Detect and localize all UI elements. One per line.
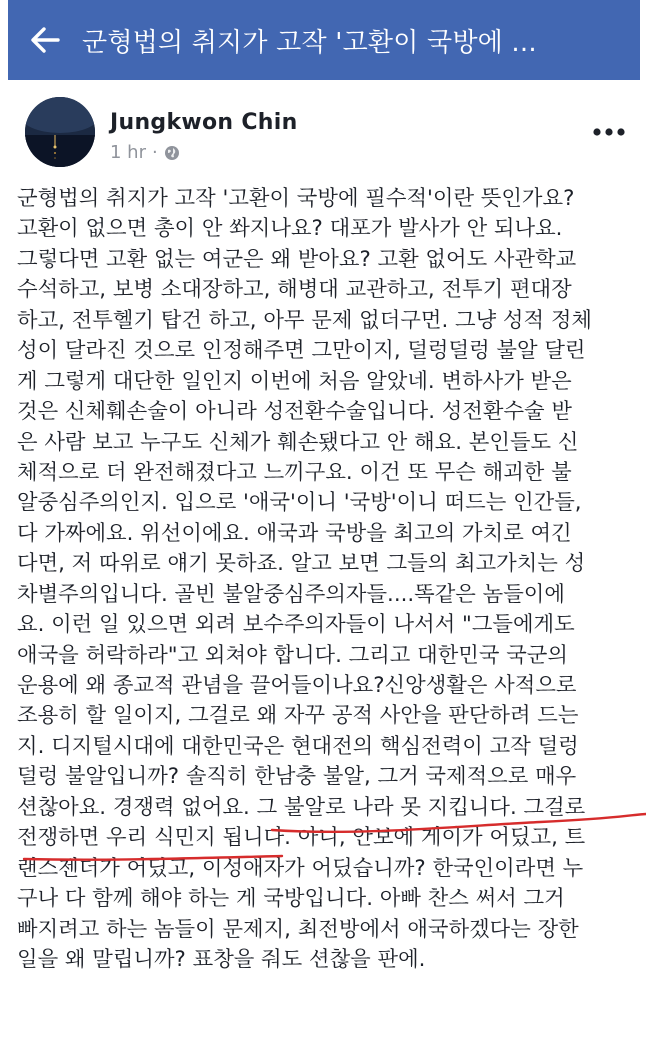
post-line: 고환이 없으면 총이 안 쏴지나요? 대포가 발사가 안 되나요. bbox=[17, 216, 563, 242]
post-card bbox=[8, 80, 640, 1053]
post-line: 은 사람 보고 누구도 신체가 훼손됐다고 안 해요. 본인들도 신 bbox=[17, 429, 579, 455]
post-meta bbox=[110, 142, 180, 163]
more-horizontal-icon bbox=[592, 125, 626, 139]
app-header bbox=[8, 0, 640, 80]
post-line: 운용에 왜 종교적 관념을 끌어들이나요?신앙생활은 사적으로 bbox=[17, 673, 577, 698]
post-line: 구나 다 함께 해야 하는 게 국방입니다. 아빠 찬스 써서 그거 bbox=[17, 886, 565, 912]
post-line: 조용히 할 일이지, 그걸로 왜 자꾸 공적 사안을 판단하려 드는 bbox=[17, 703, 579, 729]
post-line: 지. 디지털시대에 대한민국은 현대전의 핵심전력이 고작 덜렁 bbox=[17, 733, 579, 759]
post-body bbox=[17, 184, 635, 975]
post-line: 체적으로 더 완전해졌다고 느끼구요. 이건 또 무슨 해괴한 불 bbox=[17, 459, 572, 485]
globe-icon bbox=[164, 145, 180, 161]
post-line: 차별주의입니다. 골빈 불알중심주의자들....똑같은 놈들이에 bbox=[17, 581, 565, 607]
back-button[interactable] bbox=[8, 0, 82, 80]
post-line: 다 가짜에요. 위선이에요. 애국과 국방을 최고의 가치로 여긴 bbox=[17, 520, 572, 546]
post-line: 다면, 저 따위로 얘기 못하죠. 알고 보면 그들의 최고가치는 성 bbox=[17, 551, 586, 577]
post-line: 랜스젠더가 어딨고, 이성애자가 어딨습니까? 한국인이라면 누 bbox=[17, 855, 584, 881]
post-line: 빠지려고 하는 놈들이 문제지, 최전방에서 애국하겠다는 장한 bbox=[17, 916, 579, 942]
post-line: 알중심주의인지. 입으로 '애국'이니 '국방'이니 떠드는 인간들, bbox=[17, 490, 582, 516]
post-line: 전쟁하면 우리 식민지 됩니다. 아니, 안보에 게이가 어딨고, 트 bbox=[17, 825, 586, 851]
avatar[interactable] bbox=[25, 97, 95, 167]
arrow-left-icon bbox=[30, 27, 60, 53]
post-line: 일을 왜 말립니까? 표창을 줘도 션찮을 판에. bbox=[17, 946, 426, 972]
post-line: 수석하고, 보병 소대장하고, 해병대 교관하고, 전투기 편대장 bbox=[17, 277, 572, 303]
author-name[interactable]: Jungkwon Chin bbox=[110, 110, 298, 135]
post-line: 것은 신체훼손술이 아니라 성전환수술입니다. 성전환수술 받 bbox=[17, 399, 572, 425]
post-line: 군형법의 취지가 고작 '고환이 국방에 필수적'이란 뜻인가요? bbox=[17, 186, 575, 211]
post-line: 덜렁 불알입니까? 솔직히 한남충 불알, 그거 국제적으로 매우 bbox=[17, 764, 577, 790]
post-line: 게 그렇게 대단한 일인지 이번에 처음 알았네. 변하사가 받은 bbox=[17, 368, 572, 394]
more-options-button[interactable] bbox=[592, 124, 626, 138]
post-line: 애국을 허락하라"고 외쳐야 합니다. 그리고 대한민국 국군의 bbox=[17, 642, 568, 668]
post-line: 성이 달라진 것으로 인정해주면 그만이지, 덜렁덜렁 불알 달린 bbox=[17, 338, 586, 364]
avatar-image bbox=[25, 97, 95, 167]
header-title: 군형법의 취지가 고작 '고환이 국방에 ... bbox=[82, 27, 537, 58]
post-line: 그렇다면 고환 없는 여군은 왜 받아요? 고환 없어도 사관학교 bbox=[17, 246, 577, 272]
post-time[interactable]: 1 hr bbox=[110, 142, 146, 163]
post-line: 션찮아요. 경쟁력 없어요. 그 불알로 나라 못 지킵니다. 그걸로 bbox=[17, 794, 586, 820]
meta-separator: · bbox=[151, 142, 158, 163]
post-line: 하고, 전투헬기 탑건 하고, 아무 문제 없더구먼. 그냥 성적 정체 bbox=[17, 307, 592, 333]
post-line: 요. 이런 일 있으면 외려 보수주의자들이 나서서 "그들에게도 bbox=[17, 612, 575, 638]
